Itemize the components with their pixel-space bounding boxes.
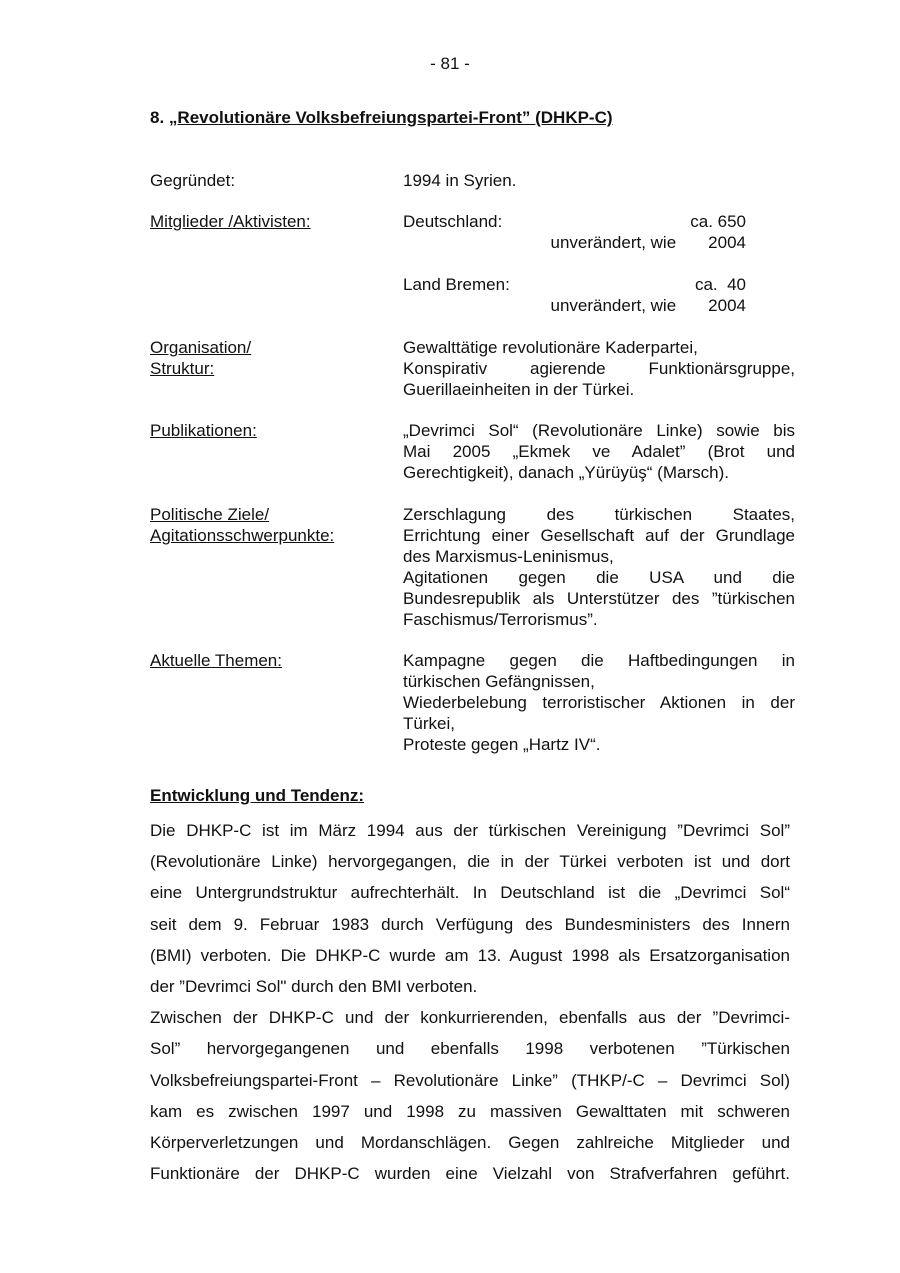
- founded-label: Gegründet:: [150, 171, 236, 190]
- paragraph-1: Die DHKP-C ist im März 1994 aus der türkischen Vereinigung ”Devrimci Sol” (Revolutionäre Linke) hervorgegangen, die in der Türkei verboten ist und dort eine Untergrundstruktur aufrechterhält. In Deutschland ist die „Devrimci Sol“ seit dem 9. Februar 1983 durch Verfügung des Bundesministers des Innern (BMI) verboten. Die DHKP-C wurde am 13. August 1998 als Ersatzorganisation der ”Devrimci Sol" durch den BMI verboten.: [150, 821, 790, 997]
- organisation-value: Gewalttätige revolutionäre Kaderpartei, Konspirativ agierende Funktionärsgruppe, Guerillaeinheiten in der Türkei.: [403, 338, 795, 399]
- development-heading: Entwicklung und Tendenz:: [150, 786, 365, 805]
- members-bremen: [403, 274, 746, 316]
- members-label: Mitglieder /Aktivisten:: [150, 212, 311, 231]
- organisation-label: Organisation/ Struktur:: [150, 338, 252, 378]
- bremen-year: 2004: [708, 296, 746, 315]
- members-germany: [403, 211, 746, 253]
- page-title: [150, 108, 613, 128]
- germany-year: 2004: [708, 233, 746, 252]
- development-body: [150, 815, 790, 1189]
- bremen-count: ca. 40: [694, 275, 746, 294]
- topics-value: Kampagne gegen die Haftbedingungen in türkischen Gefängnissen, Wiederbelebung terroristischer Aktionen in der Türkei, Proteste gegen „Hartz IV“.: [403, 651, 795, 754]
- section-number: 8.: [150, 108, 165, 127]
- goals-value: Zerschlagung des türkischen Staates, Errichtung einer Gesellschaft auf der Grundlage des Marxismus-Leninismus, Agitationen gegen die USA und die Bundesrepublik als Unterstützer des ”türkischen Faschismus/Terrorismus”.: [403, 505, 795, 629]
- publications-value: „Devrimci Sol“ (Revolutionäre Linke) sowie bis Mai 2005 „Ekmek ve Adalet” (Brot und Gerechtigkeit), danach „Yürüyüş“ (Marsch).: [403, 421, 795, 482]
- section-title: „Revolutionäre Volksbefreiungspartei-Front” (DHKP-C): [168, 108, 613, 127]
- bremen-region: Land Bremen:: [403, 275, 510, 294]
- founded-value: 1994 in Syrien.: [403, 171, 517, 190]
- page-number: - 81 -: [430, 54, 470, 73]
- bremen-note: unverändert, wie: [550, 296, 677, 315]
- germany-count: ca. 650: [690, 212, 746, 231]
- members-row: [150, 211, 795, 321]
- paragraph-2: Zwischen der DHKP-C und der konkurrierenden, ebenfalls aus der ”Devrimci- Sol” hervorgegangenen und ebenfalls 1998 verbotenen ”Türkischen Volksbefreiungspartei-Front – Revolutionäre Linke” (THKP/-C – Devrimci Sol) kam es zwischen 1997 und 1998 zu massiven Gewalttaten mit schweren Körperverletzungen und Mordanschlägen. Gegen zahlreiche Mitglieder und Funktionäre der DHKP-C wurden eine Vielzahl von Strafverfahren geführt.: [150, 1008, 790, 1184]
- publications-label: Publikationen:: [150, 421, 257, 440]
- goals-label: Politische Ziele/ Agitationsschwerpunkte:: [150, 505, 335, 545]
- germany-region: Deutschland:: [403, 212, 503, 231]
- germany-note: unverändert, wie: [550, 233, 677, 252]
- topics-label: Aktuelle Themen:: [150, 651, 282, 670]
